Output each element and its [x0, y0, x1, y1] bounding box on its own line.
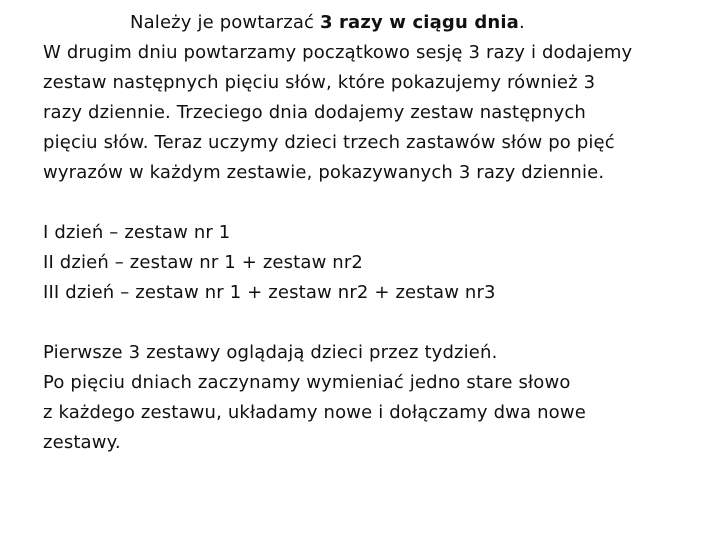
intro-period: .: [518, 12, 525, 33]
paragraph-line: zestaw następnych pięciu słów, które pokazujemy również 3: [43, 72, 596, 93]
paragraph-line: wyrazów w każdym zestawie, pokazywanych 3 razy dziennie.: [43, 162, 605, 183]
closing-line: z każdego zestawu, układamy nowe i dołączamy dwa nowe: [43, 402, 586, 423]
intro-text: Należy je powtarzać: [130, 12, 320, 33]
spacer: [43, 188, 703, 218]
spacer: [43, 308, 703, 338]
text-body: [43, 8, 703, 458]
schedule-day-3: III dzień – zestaw nr 1 + zestaw nr2 + zestaw nr3: [43, 282, 496, 303]
closing-line: zestawy.: [43, 432, 121, 453]
closing-line: Pierwsze 3 zestawy oglądają dzieci przez tydzień.: [43, 342, 498, 363]
intro-bold-text: 3 razy w ciągu dnia: [319, 12, 519, 33]
paragraph-line: razy dziennie. Trzeciego dnia dodajemy zestaw następnych: [43, 102, 586, 123]
schedule-day-1: I dzień – zestaw nr 1: [43, 222, 231, 243]
intro-line: [43, 8, 703, 38]
paragraph-line: pięciu słów. Teraz uczymy dzieci trzech zastawów słów po pięć: [43, 132, 615, 153]
closing-line: Po pięciu dniach zaczynamy wymieniać jedno stare słowo: [43, 372, 571, 393]
schedule-day-2: II dzień – zestaw nr 1 + zestaw nr2: [43, 252, 364, 273]
paragraph-line: W drugim dniu powtarzamy początkowo sesję 3 razy i dodajemy: [43, 42, 633, 63]
